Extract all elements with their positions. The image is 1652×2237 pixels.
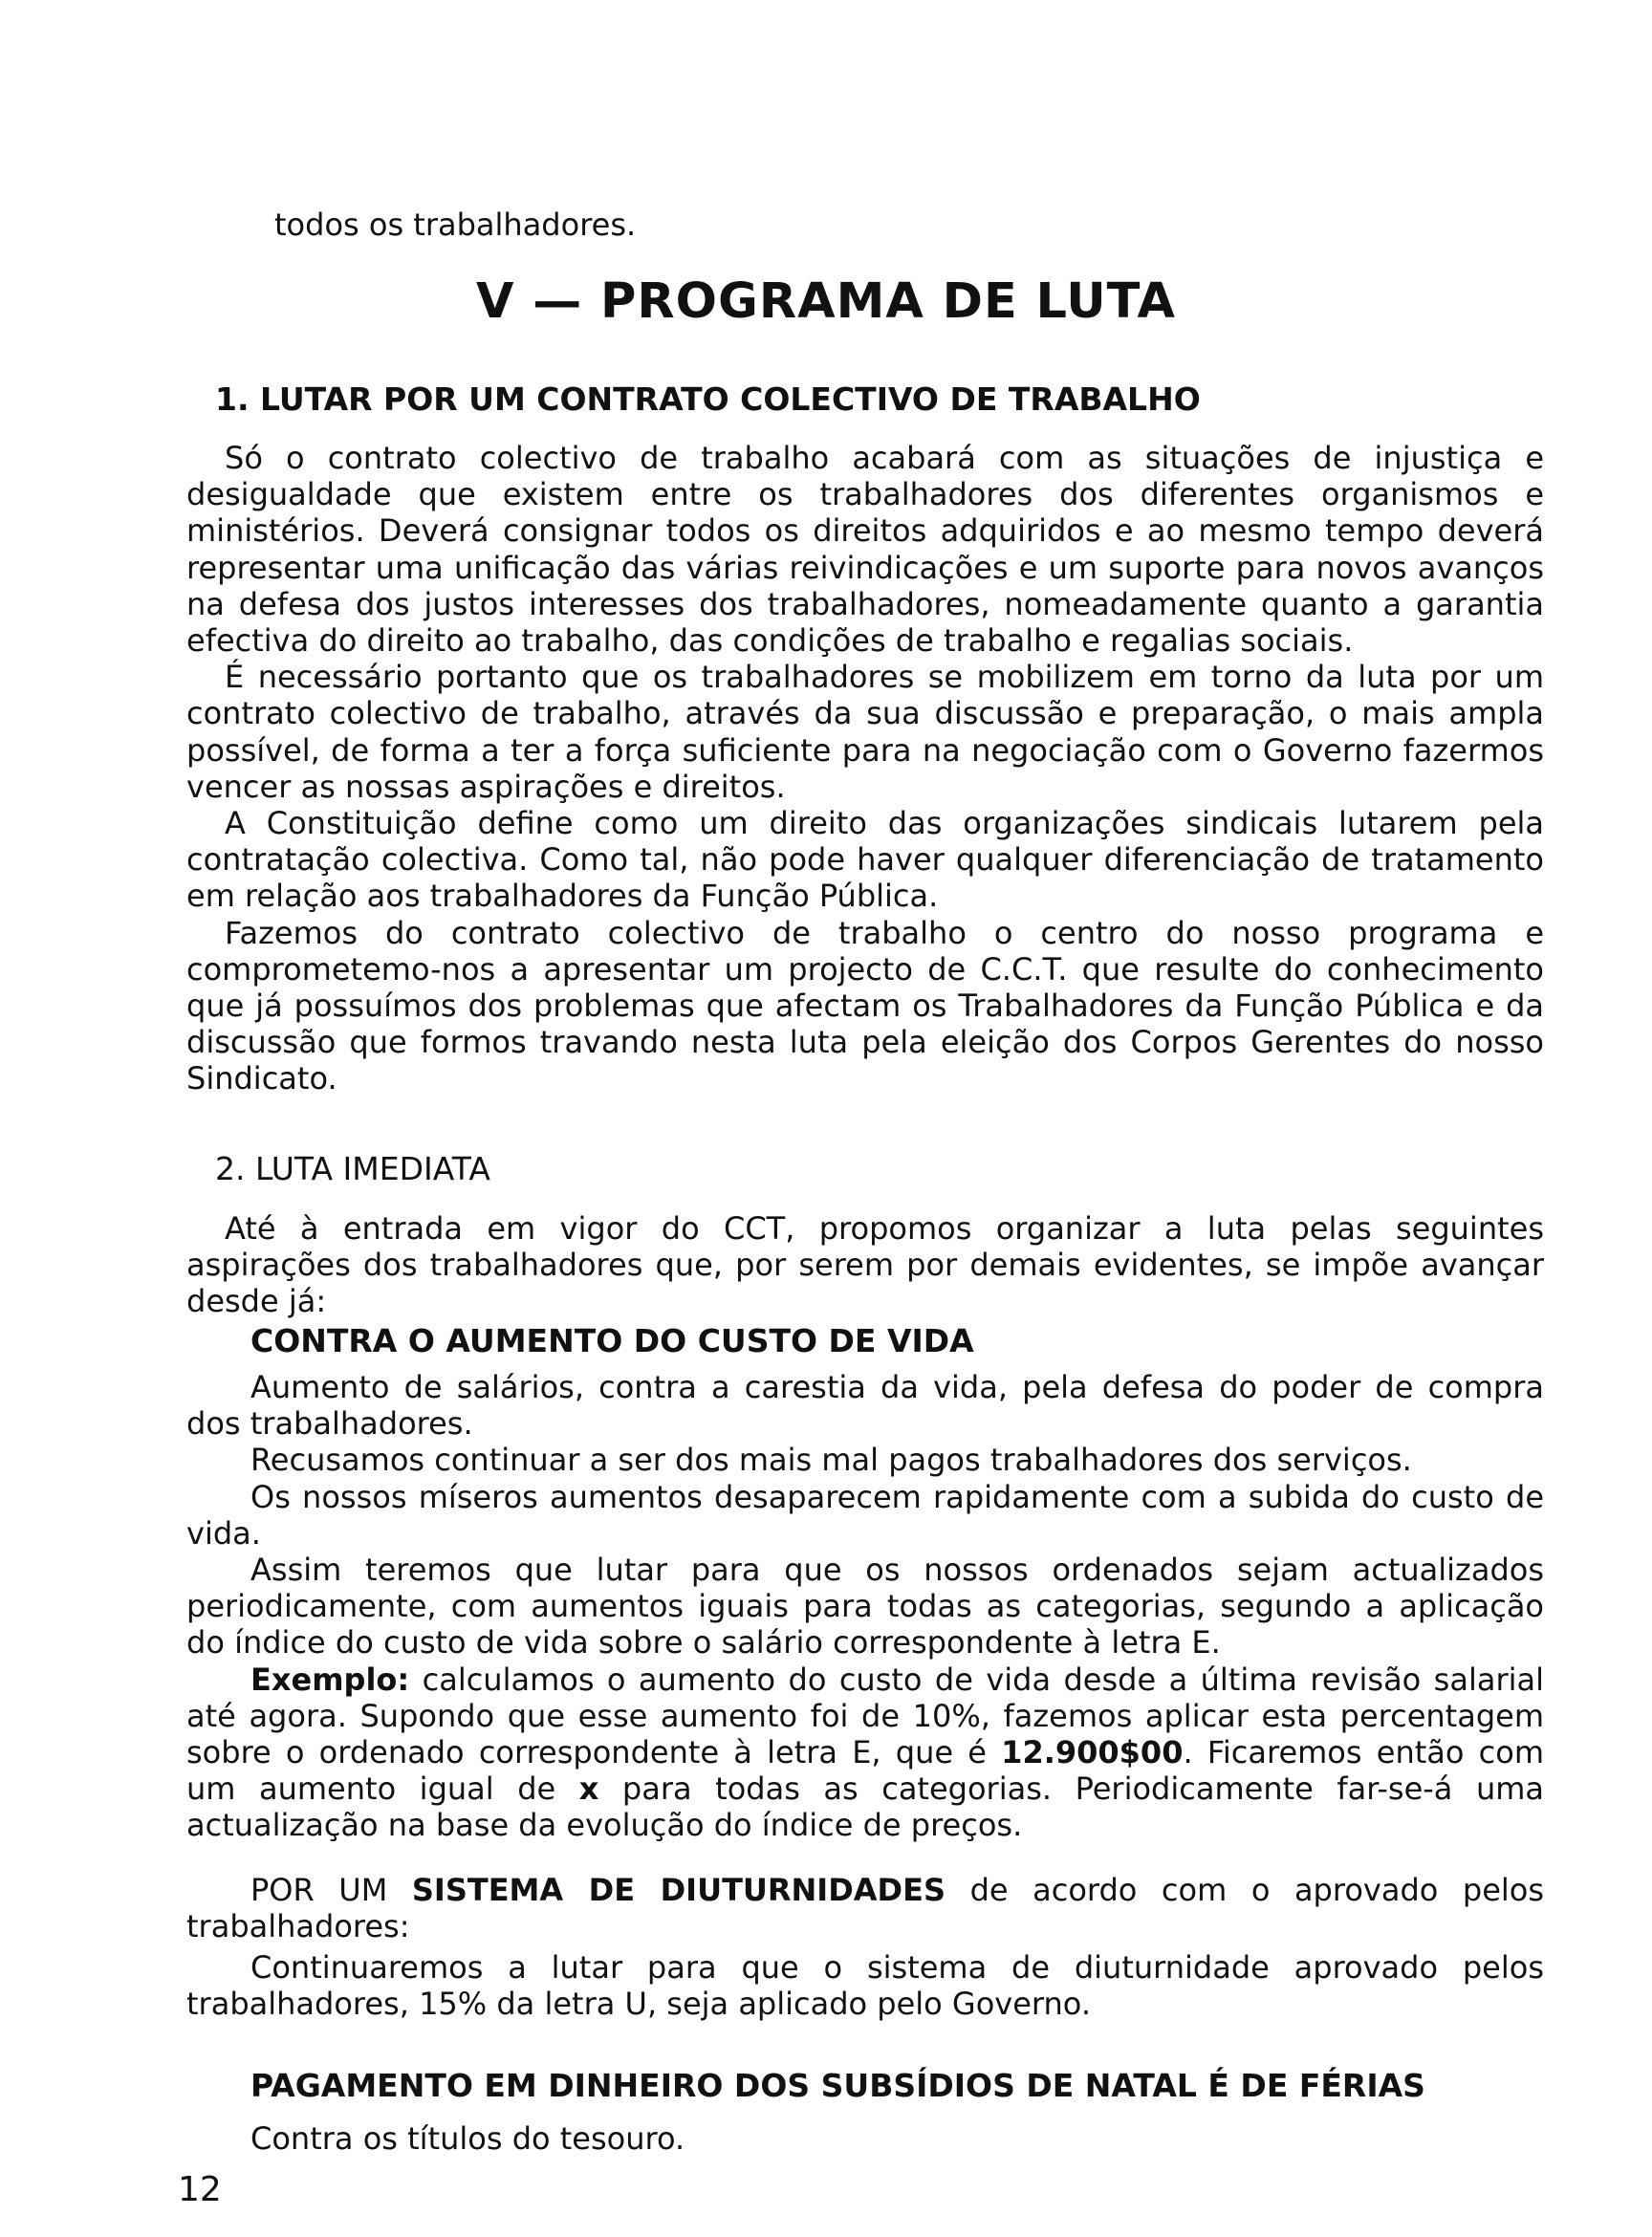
example-amount: 12.900$00: [1001, 1734, 1184, 1771]
custo-vida-heading: CONTRA O AUMENTO DO CUSTO DE VIDA: [250, 1322, 974, 1359]
example-variable: x: [578, 1770, 599, 1808]
diuturnidades-paragraph: Continuaremos a lutar para que o sistema de diuturnidade aprovado pelos trabalhadores, 15% da letra U, seja aplicado pelo Governo.: [186, 1949, 1544, 2023]
diuturnidades-tail: de acordo com o aprovado pelos trabalhadores:: [186, 1872, 1545, 1945]
item1-paragraph: A Constituição define como um direito das organizações sindicais lutarem pela contratação colectiva. Como tal, não pode haver qualquer diferenciação de tratamento em relação aos trabalhadores da Função Pública.: [186, 805, 1544, 915]
item2-heading: 2. LUTA IMEDIATA: [215, 1150, 490, 1187]
custo-vida-paragraph: Aumento de salários, contra a carestia da vida, pela defesa do poder de compra dos trabalhadores.: [186, 1369, 1544, 1443]
diuturnidades-bold: SISTEMA DE DIUTURNIDADES: [411, 1872, 946, 1908]
continuation-text: todos os trabalhadores.: [274, 206, 637, 243]
example-label: Exemplo:: [250, 1661, 410, 1698]
item2-intro: Até à entrada em vigor do CCT, propomos organizar a luta pelas seguintes aspirações dos trabalhadores que, por serem por demais evidentes, se impõe avançar desde já:: [186, 1210, 1544, 1320]
example-paragraph: [186, 1661, 1544, 1844]
example-text: . Ficaremos então com um aumento igual de: [186, 1734, 1545, 1808]
section-title: V — PROGRAMA DE LUTA: [476, 273, 1176, 330]
subsidios-text: Contra os títulos do tesouro.: [250, 2120, 685, 2157]
item1-paragraph: Só o contrato colectivo de trabalho acabará com as situações de injustiça e desigualdade que existem entre os trabalhadores dos diferentes organismos e ministérios. Deverá consignar todos os direitos adquiridos e ao mesmo tempo deverá representar uma unificação das várias reivindicações e um suporte para novos avanços na defesa dos justos interesses dos trabalhadores, nomeadamente quanto a garantia efectiva do direito ao trabalho, das condições de trabalho e regalias sociais.: [186, 440, 1544, 660]
item1-paragraph: É necessário portanto que os trabalhadores se mobilizem em torno da luta por um contrato colectivo de trabalho, através da sua discussão e preparação, o mais ampla possível, de forma a ter a força suficiente para na negociação com o Governo fazermos vencer as nossas aspirações e direitos.: [186, 659, 1544, 805]
subsidios-heading: PAGAMENTO EM DINHEIRO DOS SUBSÍDIOS DE NATAL É DE FÉRIAS: [250, 2067, 1425, 2104]
custo-vida-paragraph: Os nossos míseros aumentos desaparecem rapidamente com a subida do custo de vida.: [186, 1478, 1544, 1552]
item1-heading: 1. LUTAR POR UM CONTRATO COLECTIVO DE TRABALHO: [215, 380, 1201, 418]
example-text: calculamos o aumento do custo de vida desde a última revisão salarial até agora. Supondo que esse aumento foi de 10%, fazemos aplicar esta percentagem sobre o ordenado correspondente à letra E, que é: [186, 1661, 1544, 1771]
custo-vida-paragraph: Assim teremos que lutar para que os nossos ordenados sejam actualizados periodicamente, com aumentos iguais para todas as categorias, segundo a aplicação do índice do custo de vida sobre o salário correspondente à letra E.: [186, 1552, 1544, 1661]
custo-vida-paragraph: Recusamos continuar a ser dos mais mal pagos trabalhadores dos serviços.: [250, 1442, 1412, 1479]
custo-vida-body: [186, 1369, 1544, 1844]
item1-paragraph: Fazemos do contrato colectivo de trabalho o centro do nosso programa e comprometemo-nos a apresentar um projecto de C.C.T. que resulte do conhecimento que já possuímos dos problemas que afectam os Trabalhadores da Função Pública e da discussão que formos travando nesta luta pela eleição dos Corpos Gerentes do nosso Sindicato.: [186, 914, 1544, 1097]
example-text: para todas as categorias. Periodicamente far-se-á uma actualização na base da evolução do índice de preços.: [186, 1770, 1545, 1844]
page-number: 12: [178, 2170, 222, 2209]
diuturnidades-heading: [186, 1872, 1544, 1944]
item1-body: [186, 440, 1544, 1097]
diuturnidades-lead: POR UM: [250, 1872, 412, 1908]
